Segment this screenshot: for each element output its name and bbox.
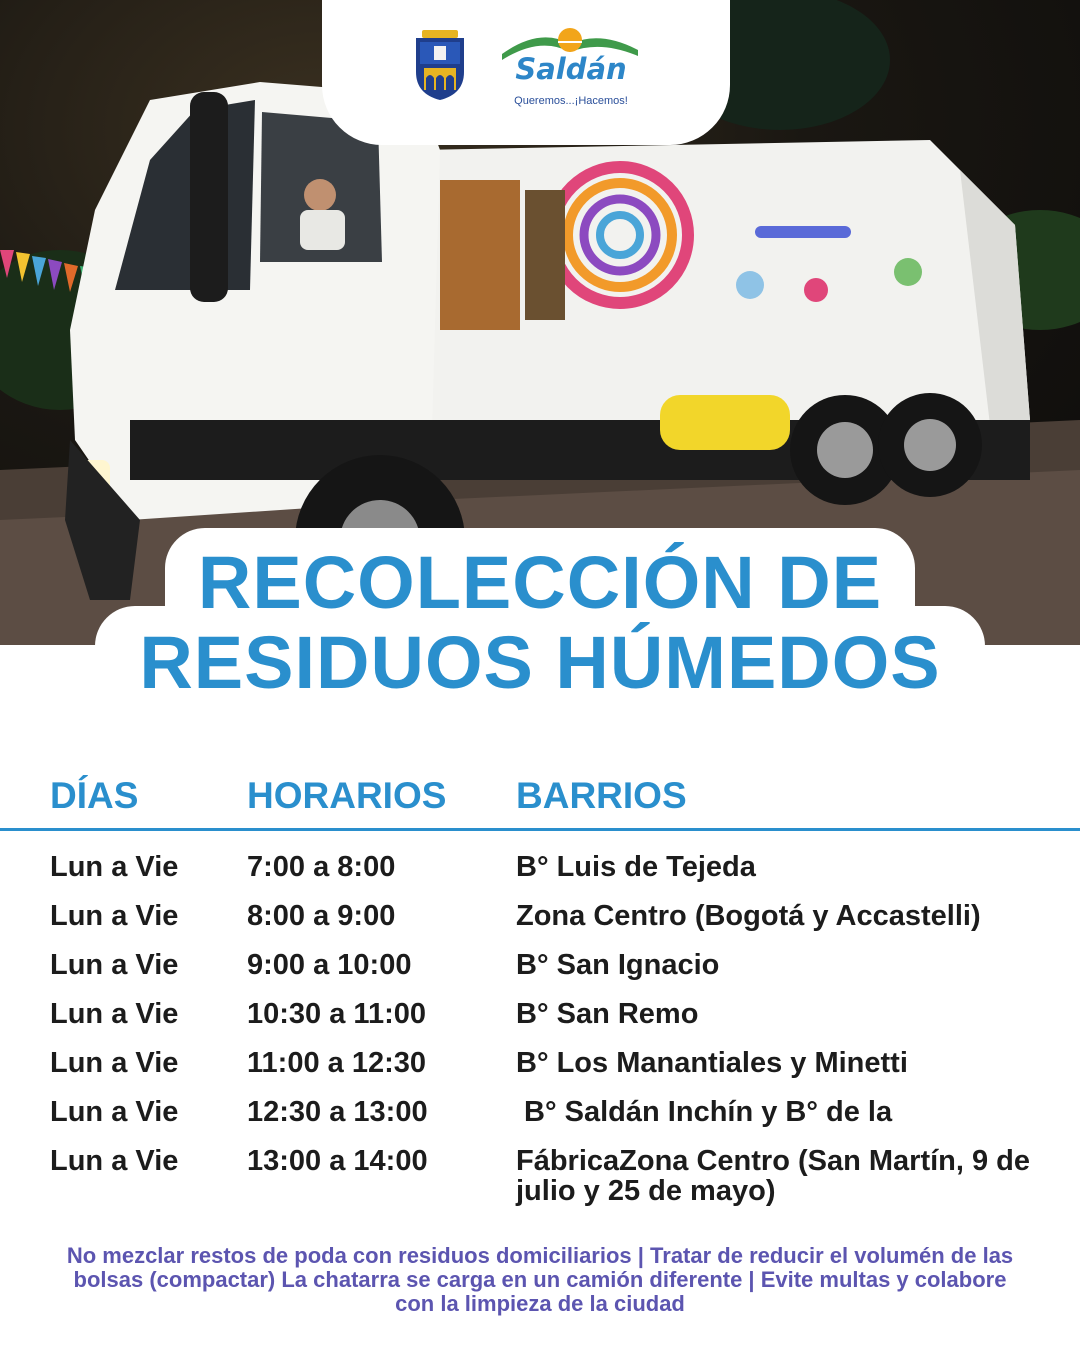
row-area: FábricaZona Centro (San Martín, 9 de julio y 25 de mayo) bbox=[516, 1145, 1031, 1207]
row-area: B° Saldán Inchín y B° de la bbox=[516, 1096, 893, 1128]
title-line-2: RESIDUOS HÚMEDOS bbox=[139, 621, 941, 704]
row-day: Lun a Vie bbox=[50, 998, 179, 1030]
row-day: Lun a Vie bbox=[50, 851, 179, 883]
row-hours: 9:00 a 10:00 bbox=[247, 949, 412, 981]
header-days: DÍAS bbox=[50, 775, 139, 816]
row-hours: 12:30 a 13:00 bbox=[247, 1096, 428, 1128]
table-row bbox=[0, 1048, 1080, 1097]
table-row bbox=[0, 999, 1080, 1048]
municipal-crest-icon bbox=[412, 28, 468, 102]
row-day: Lun a Vie bbox=[50, 1047, 179, 1079]
row-area: B° San Remo bbox=[516, 998, 699, 1030]
schedule-table bbox=[0, 851, 1080, 1207]
table-row bbox=[0, 1097, 1080, 1146]
header-areas: BARRIOS bbox=[516, 775, 687, 816]
row-hours: 7:00 a 8:00 bbox=[247, 851, 396, 883]
row-hours: 13:00 a 14:00 bbox=[247, 1145, 428, 1177]
row-area: B° San Ignacio bbox=[516, 949, 720, 981]
row-area: B° Los Manantiales y Minetti bbox=[516, 1047, 908, 1079]
row-hours: 11:00 a 12:30 bbox=[247, 1047, 426, 1079]
table-row bbox=[0, 950, 1080, 999]
row-day: Lun a Vie bbox=[50, 1145, 179, 1177]
row-day: Lun a Vie bbox=[50, 1096, 179, 1128]
table-row bbox=[0, 901, 1080, 950]
row-area: Zona Centro (Bogotá y Accastelli) bbox=[516, 900, 981, 932]
header-divider bbox=[0, 828, 1080, 831]
row-day: Lun a Vie bbox=[50, 900, 179, 932]
logo-wordmark: Saldán bbox=[515, 52, 627, 86]
table-row bbox=[0, 1145, 1080, 1207]
row-area: B° Luis de Tejeda bbox=[516, 851, 756, 883]
row-hours: 10:30 a 11:00 bbox=[247, 998, 426, 1030]
table-row bbox=[0, 852, 1080, 901]
header-hours: HORARIOS bbox=[247, 775, 447, 816]
row-day: Lun a Vie bbox=[50, 949, 179, 981]
logo-tagline: Queremos...¡Hacemos! bbox=[514, 95, 628, 107]
title-line-1: RECOLECCIÓN DE bbox=[197, 541, 883, 624]
row-hours: 8:00 a 9:00 bbox=[247, 900, 396, 932]
footer-note: No mezclar restos de poda con residuos domiciliarios | Tratar de reducir el volumén de las bolsas (compactar) La chatarra se carga en un camión diferente | Evite multas y colabore con la limpieza de la ciudad bbox=[66, 1243, 1014, 1316]
